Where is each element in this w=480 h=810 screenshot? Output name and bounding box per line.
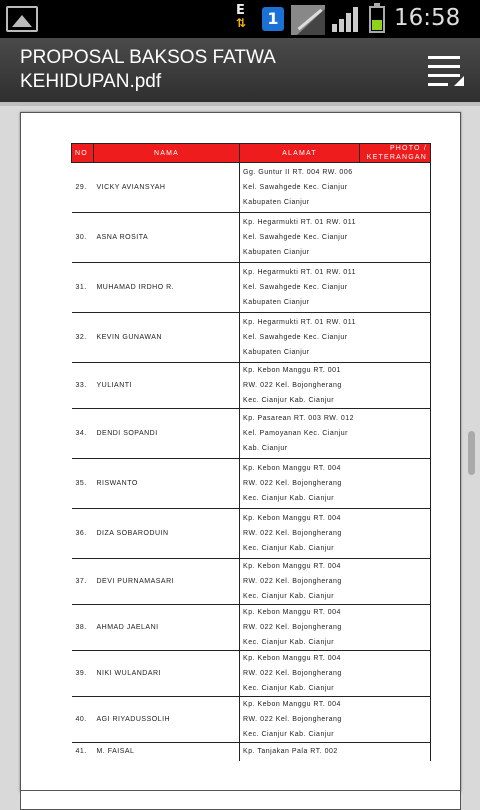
address-line: Kel. Sawahgede Kec. Cianjur [243, 234, 348, 241]
row-name: KEVIN GUNAWAN [93, 313, 239, 363]
row-name: MUHAMAD IRDHO R. [93, 263, 239, 313]
header-no: NO [72, 144, 94, 163]
table-row [72, 363, 431, 409]
address-line: RW. 022 Kel. Bojongherang [243, 716, 342, 723]
row-name: YULIANTI [93, 363, 239, 409]
notification-icon[interactable]: 1 [262, 7, 284, 31]
address-line: Kp. Hegarmukti RT. 01 RW. 011 [243, 269, 356, 276]
row-number: 39. [72, 651, 94, 697]
row-number: 29. [72, 163, 94, 213]
row-name: ASNA ROSITA [93, 213, 239, 263]
table-row [72, 263, 431, 313]
next-pdf-page[interactable] [20, 790, 461, 810]
row-photo [360, 697, 431, 743]
address-line: Kabupaten Cianjur [243, 249, 310, 256]
row-photo [360, 509, 431, 559]
menu-icon[interactable] [422, 52, 468, 88]
header-alamat: ALAMAT [240, 144, 360, 163]
address-line: Kel. Sawahgede Kec. Cianjur [243, 184, 348, 191]
table-row [72, 163, 431, 213]
row-photo [360, 163, 431, 213]
table-header-row [72, 144, 431, 163]
row-name: VICKY AVIANSYAH [93, 163, 239, 213]
address-line: Kabupaten Cianjur [243, 299, 310, 306]
address-line: RW. 022 Kel. Bojongherang [243, 382, 342, 389]
address-line: Kel. Sawahgede Kec. Cianjur [243, 334, 348, 341]
row-photo [360, 363, 431, 409]
row-number: 41. [75, 748, 87, 756]
row-address [240, 559, 360, 605]
address-line: Kel. Pamoyanan Kec. Cianjur [243, 430, 348, 437]
row-name: AGI RIYADUSSOLIH [93, 697, 239, 743]
address-line: Kp. Kebon Manggu RT. 004 [243, 563, 341, 570]
row-address [240, 313, 360, 363]
row-name: AHMAD JAELANI [93, 605, 239, 651]
row-photo [360, 213, 431, 263]
row-number: 40. [72, 697, 94, 743]
address-line: Kec. Cianjur Kab. Cianjur [243, 731, 335, 738]
header-photo: PHOTO / KETERANGAN [360, 144, 431, 163]
address-line: Kabupaten Cianjur [243, 349, 310, 356]
document-title: PROPOSAL BAKSOS FATWA KEHIDUPAN.pdf [20, 47, 275, 92]
status-bar [0, 0, 480, 38]
address-line: Gg. Guntur II RT. 004 RW. 006 [243, 169, 353, 176]
pdf-viewer[interactable] [0, 106, 480, 800]
address-line: Kp. Hegarmukti RT. 01 RW. 011 [243, 219, 356, 226]
signal-icon [332, 6, 360, 32]
row-photo [360, 263, 431, 313]
row-number: 34. [72, 409, 94, 459]
scrollbar-thumb[interactable] [468, 431, 475, 475]
row-photo [360, 409, 431, 459]
table-row [72, 697, 431, 743]
row-name: DENDI SOPANDI [93, 409, 239, 459]
row-photo [360, 743, 431, 761]
table-row [72, 409, 431, 459]
clock: 16:58 [394, 5, 461, 31]
table-row [72, 509, 431, 559]
address-line: Kp. Kebon Manggu RT. 004 [243, 609, 341, 616]
address-line: Kp. Kebon Manggu RT. 004 [243, 701, 341, 708]
gallery-icon[interactable] [6, 6, 38, 32]
address-line: RW. 022 Kel. Bojongherang [243, 670, 342, 677]
row-photo [360, 651, 431, 697]
row-address [240, 743, 360, 761]
address-line: Kec. Cianjur Kab. Cianjur [243, 397, 335, 404]
address-line: Kp. Kebon Manggu RT. 001 [243, 367, 341, 374]
address-line: RW. 022 Kel. Bojongherang [243, 624, 342, 631]
row-number: 30. [72, 213, 94, 263]
address-line: Kp. Kebon Manggu RT. 004 [243, 515, 341, 522]
address-line: Kec. Cianjur Kab. Cianjur [243, 639, 335, 646]
header-nama: NAMA [93, 144, 239, 163]
row-photo [360, 313, 431, 363]
row-number: 37. [72, 559, 94, 605]
row-address [240, 213, 360, 263]
row-address [240, 509, 360, 559]
address-line: Kel. Sawahgede Kec. Cianjur [243, 284, 348, 291]
data-indicator: E [236, 3, 245, 18]
row-number: 31. [72, 263, 94, 313]
address-line: Kp. Kebon Manggu RT. 004 [243, 655, 341, 662]
row-number: 35. [72, 459, 94, 509]
address-line: Kp. Hegarmukti RT. 01 RW. 011 [243, 319, 356, 326]
row-photo [360, 605, 431, 651]
battery-level [372, 20, 382, 30]
row-name: M. FAISAL [96, 748, 135, 756]
row-number: 36. [72, 509, 94, 559]
address-line: Kp. Pasarean RT. 003 RW. 012 [243, 415, 355, 422]
row-address [240, 651, 360, 697]
table-row [72, 559, 431, 605]
row-address [240, 163, 360, 213]
row-name: DEVI PURNAMASARI [93, 559, 239, 605]
row-name: RISWANTO [93, 459, 239, 509]
row-number: 32. [72, 313, 94, 363]
address-line: RW. 022 Kel. Bojongherang [243, 480, 342, 487]
address-line: RW. 022 Kel. Bojongherang [243, 578, 342, 585]
table-row [72, 651, 431, 697]
title-bar [0, 38, 480, 102]
address-line: Kabupaten Cianjur [243, 199, 310, 206]
row-address [240, 263, 360, 313]
row-address [240, 459, 360, 509]
row-name: DIZA SOBARODUIN [93, 509, 239, 559]
row-number: 38. [72, 605, 94, 651]
table-row [72, 743, 431, 761]
row-photo [360, 559, 431, 605]
battery-icon [369, 6, 385, 33]
address-line: Kec. Cianjur Kab. Cianjur [243, 545, 335, 552]
address-line: Kp. Tanjakan Pala RT. 002 [243, 748, 338, 756]
table-row [72, 213, 431, 263]
address-line: Kab. Cianjur [243, 445, 288, 452]
pdf-page[interactable] [20, 112, 461, 792]
row-number: 33. [72, 363, 94, 409]
address-line: Kp. Kebon Manggu RT. 004 [243, 465, 341, 472]
row-name: NIKI WULANDARI [93, 651, 239, 697]
table-row [72, 459, 431, 509]
row-address [240, 363, 360, 409]
row-address [240, 605, 360, 651]
row-address [240, 409, 360, 459]
data-arrows-icon: E ⇅ [236, 4, 252, 34]
participant-table [71, 143, 431, 761]
row-address [240, 697, 360, 743]
table-row [72, 605, 431, 651]
row-photo [360, 459, 431, 509]
address-line: Kec. Cianjur Kab. Cianjur [243, 593, 335, 600]
address-line: RW. 022 Kel. Bojongherang [243, 530, 342, 537]
no-signal-icon [291, 5, 325, 35]
table-row [72, 313, 431, 363]
address-line: Kec. Cianjur Kab. Cianjur [243, 495, 335, 502]
address-line: Kec. Cianjur Kab. Cianjur [243, 685, 335, 692]
